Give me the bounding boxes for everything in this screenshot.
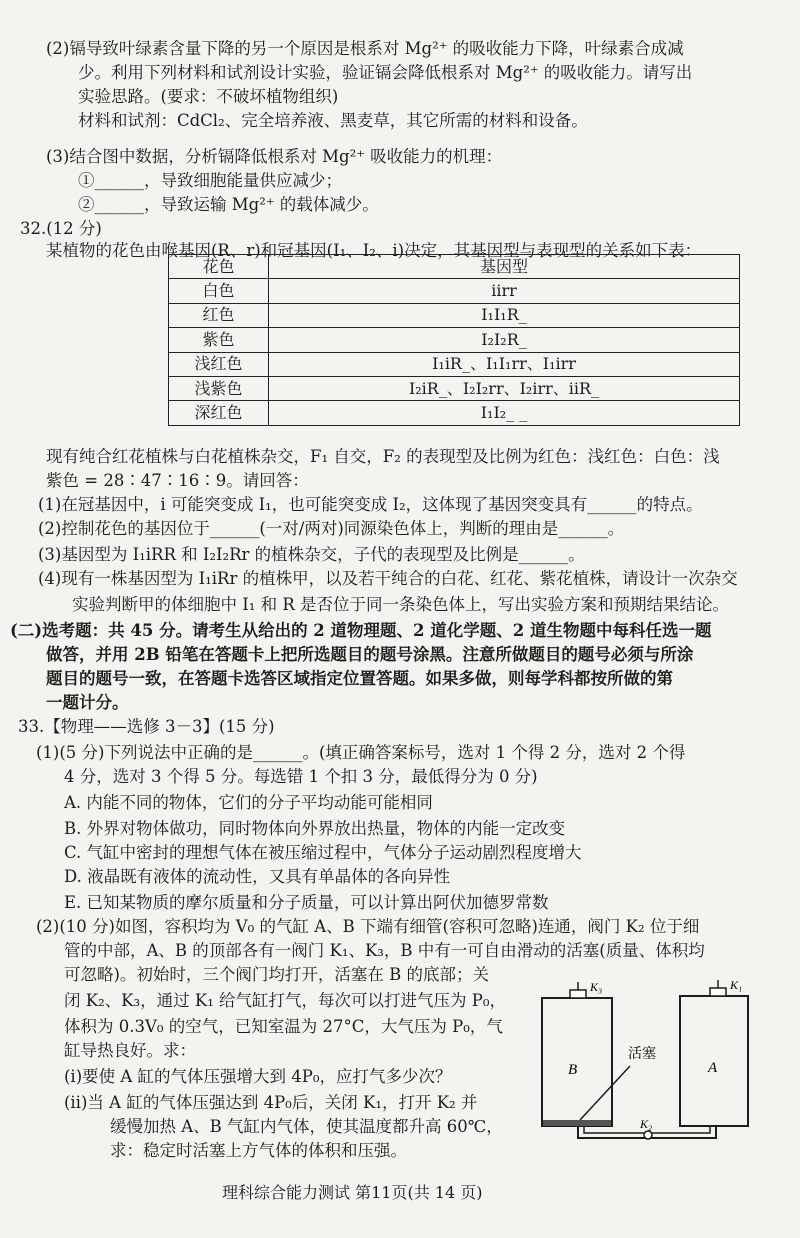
q33-2-line6: 缸导热良好。求：: [64, 1041, 196, 1060]
q33-2-line1: (2)(10 分)如图，容积均为 V₀ 的气缸 A、B 下端有细管(容积可忽略)连通，阀门 K₂ 位于细: [36, 917, 700, 936]
q32-cross-line2: 紫色 = 28∶47∶16∶9。请回答：: [46, 471, 309, 490]
table-row: [169, 303, 740, 327]
option-c: C. 气缸中密封的理想气体在被压缩过程中，气体分子运动剧烈程度增大: [64, 843, 582, 862]
q33-2-line2: 管的中部，A、B 的顶部各有一阀门 K₁、K₃，B 中有一可自由滑动的活塞(质量、体积均: [64, 941, 705, 960]
q32-sub4-line2: 实验判断甲的体细胞中 I₁ 和 R 是否位于同一条染色体上，写出实验方案和预期结果结论。: [72, 595, 730, 614]
table-header-row: [169, 255, 740, 279]
q33-2-part-ii-line1: (ⅱ)当 A 缸的气体压强达到 4P₀后，关闭 K₁，打开 K₂ 并: [64, 1093, 478, 1112]
label-a: A: [708, 1060, 718, 1076]
label-k1: K₁: [730, 978, 743, 992]
elective-instructions-line4: 一题计分。: [46, 693, 129, 712]
option-e: E. 已知某物质的摩尔质量和分子质量，可以计算出阿伏加德罗常数: [64, 893, 549, 912]
q31-3-blank1: ①______，导致细胞能量供应减少；: [78, 171, 342, 190]
label-b: B: [568, 1062, 578, 1078]
valve-k1: [710, 988, 726, 996]
option-d: D. 液晶既有液体的流动性，又具有单晶体的各向异性: [64, 867, 451, 886]
q33-2-part-i: (ⅰ)要使 A 缸的气体压强增大到 4P₀，应打气多少次？: [64, 1067, 452, 1086]
q32-sub4-line1: (4)现有一株基因型为 I₁iRr 的植株甲，以及若干纯合的白花、红花、紫花植株，请设计一次杂交: [38, 569, 738, 588]
table-cell: I₁iR_、I₁I₁rr、I₁irr: [269, 352, 740, 376]
elective-instructions-line2: 做答，并用 2B 铅笔在答题卡上把所选题目的题号涂黑。注意所做题目的题号必须与所涂: [46, 645, 694, 664]
table-cell: I₁I₂_ _: [269, 401, 740, 425]
q33-1-stem: (1)(5 分)下列说法中正确的是______。(填正确答案标号，选对 1 个得 2 分，选对 2 个得: [36, 743, 686, 762]
q33-2-part-ii-line2: 缓慢加热 A、B 气缸内气体，使其温度都升高 60℃，: [110, 1117, 503, 1136]
table-header-cell: 基因型: [269, 255, 740, 279]
piston-pointer: [580, 1066, 630, 1120]
table-cell: 红色: [169, 303, 269, 327]
q32-stem: 某植物的花色由喉基因(R、r)和冠基因(I₁、I₂、i)决定，其基因型与表现型的关系如下表：: [46, 241, 702, 260]
table-cell: I₁I₁R_: [269, 303, 740, 327]
q32-heading: 32.(12 分): [20, 219, 102, 238]
elective-instructions-line1: (二)选考题：共 45 分。请考生从给出的 2 道物理题、2 道化学题、2 道生物题中每科任选一题: [10, 621, 712, 640]
label-piston: 活塞: [628, 1046, 656, 1062]
table-cell: 深红色: [169, 401, 269, 425]
q31-2-line1: (2)镉导致叶绿素含量下降的另一个原因是根系对 Mg²⁺ 的吸收能力下降，叶绿素合成减: [46, 39, 684, 58]
cylinder-diagram: [540, 978, 754, 1160]
q32-sub2: (2)控制花色的基因位于______(一对/两对)同源染色体上，判断的理由是______。: [38, 519, 625, 538]
table-cell: iirr: [269, 279, 740, 303]
option-a: A. 内能不同的物体，它们的分子平均动能可能相同: [64, 793, 433, 812]
label-k2: K₂: [640, 1117, 653, 1131]
page-footer: 理科综合能力测试 第11页(共 14 页): [222, 1183, 483, 1202]
table-cell: I₂iR_、I₂I₂rr、I₂irr、iiR_: [269, 376, 740, 400]
table-cell: 浅红色: [169, 352, 269, 376]
table-cell: 浅紫色: [169, 376, 269, 400]
q33-heading: 33.【物理——选修 3－3】(15 分): [18, 717, 275, 736]
table-header-cell: 花色: [169, 255, 269, 279]
q33-1-scoring: 4 分，选对 3 个得 5 分。每选错 1 个扣 3 分，最低得分为 0 分): [64, 767, 538, 786]
q33-2-line5: 体积为 0.3V₀ 的空气，已知室温为 27°C，大气压为 P₀，气: [64, 1017, 503, 1036]
label-k3: K₃: [590, 980, 603, 994]
q31-2-materials: 材料和试剂：CdCl₂、完全培养液、黑麦草，其它所需的材料和设备。: [78, 111, 588, 130]
q31-2-line2: 少。利用下列材料和试剂设计实验，验证镉会降低根系对 Mg²⁺ 的吸收能力。请写出: [78, 63, 693, 82]
option-b: B. 外界对物体做功，同时物体向外界放出热量，物体的内能一定改变: [64, 819, 566, 838]
q31-2-line3: 实验思路。(要求：不破坏植物组织): [78, 87, 339, 106]
q31-3-blank2: ②______，导致运输 Mg²⁺ 的载体减少。: [78, 195, 379, 214]
table-cell: 紫色: [169, 328, 269, 352]
q31-3-line: (3)结合图中数据，分析镉降低根系对 Mg²⁺ 吸收能力的机理：: [46, 147, 503, 166]
piston: [543, 1120, 611, 1126]
q32-sub1: (1)在冠基因中，i 可能突变成 I₁，也可能突变成 I₂，这体现了基因突变具有______的特点。: [38, 495, 703, 514]
q33-2-line3: 可忽略)。初始时，三个阀门均打开，活塞在 B 的底部；关: [64, 965, 490, 984]
table-row: [169, 376, 740, 400]
q32-cross-line1: 现有纯合红花植株与白花植株杂交，F₁ 自交，F₂ 的表现型及比例为红色：浅红色：白色：浅: [46, 447, 720, 466]
table-row: [169, 328, 740, 352]
table-cell: 白色: [169, 279, 269, 303]
table-row: [169, 401, 740, 425]
valve-k2: [644, 1131, 652, 1139]
valve-k3: [570, 990, 586, 998]
q32-sub3: (3)基因型为 I₁iRR 和 I₂I₂Rr 的植株杂交，子代的表现型及比例是______。: [38, 545, 585, 564]
genotype-table: [168, 254, 740, 426]
elective-instructions-line3: 题目的题号一致，在答题卡选答区域指定位置答题。如果多做，则每学科都按所做的第: [46, 669, 673, 688]
table-row: [169, 352, 740, 376]
q33-2-line4: 闭 K₂、K₃，通过 K₁ 给气缸打气，每次可以打进气压为 P₀，: [64, 991, 507, 1010]
table-cell: I₂I₂R_: [269, 328, 740, 352]
table-row: [169, 279, 740, 303]
q33-2-part-ii-line3: 求：稳定时活塞上方气体的体积和压强。: [110, 1141, 407, 1160]
